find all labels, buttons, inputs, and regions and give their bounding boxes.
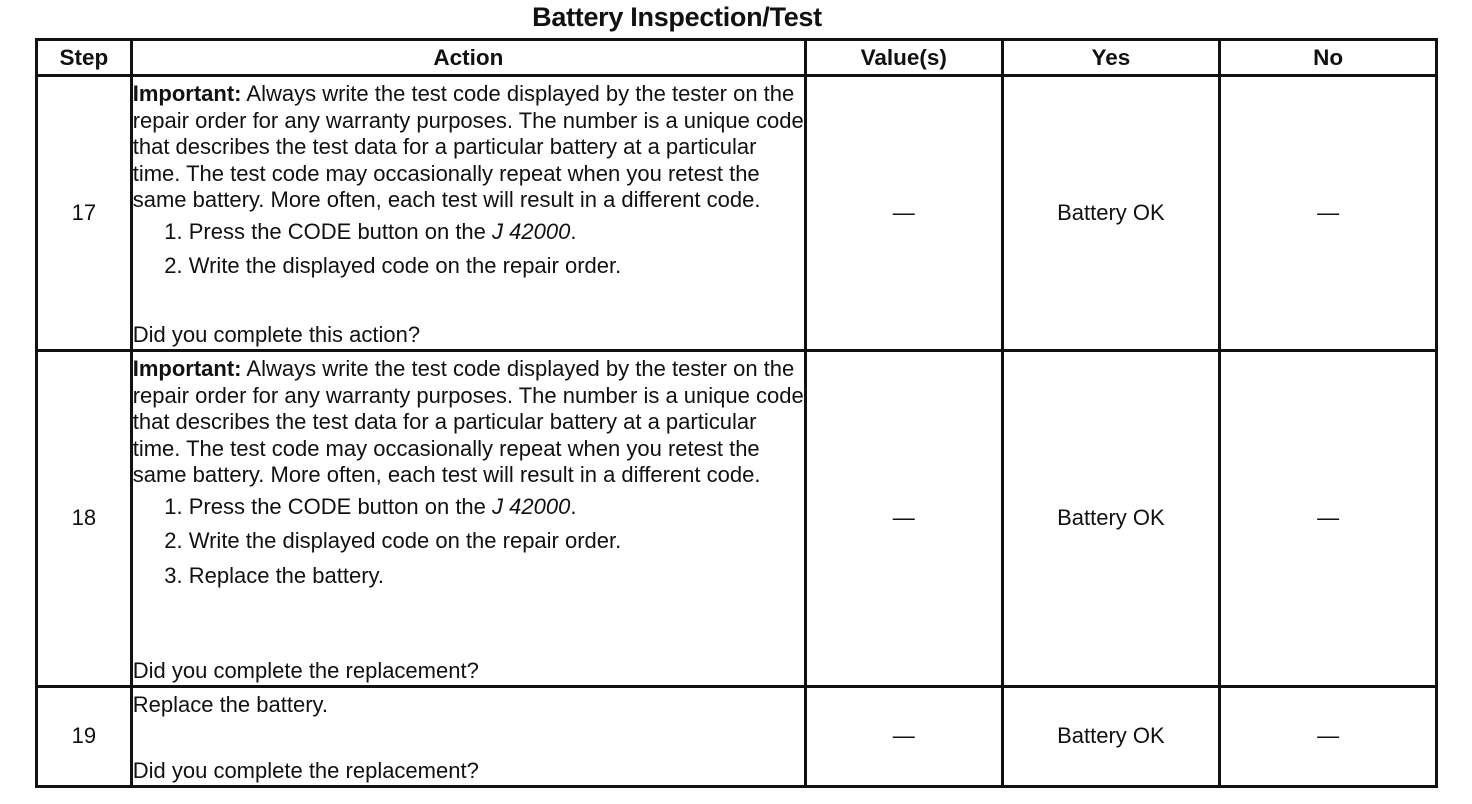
- step-text: Write the displayed code on the repair order.: [188, 253, 622, 278]
- important-text: Always write the test code displayed by the tester on the repair order for any warranty purposes. The number is a unique code that describes the test data for a particular battery at a particular time. The test code may occasionally repeat when you retest the same battery. More often, each test will result in a different code.: [132, 356, 804, 487]
- important-note: [133, 356, 804, 489]
- step-suffix: .: [570, 493, 577, 519]
- column-header-yes: Yes: [1002, 40, 1220, 76]
- action-steps: [133, 217, 804, 286]
- list-item: [189, 492, 804, 527]
- important-note: [133, 81, 804, 214]
- action-question: Did you complete the replacement?: [132, 657, 479, 683]
- action-question: Did you complete this action?: [132, 321, 421, 347]
- table-row: [37, 687, 1437, 787]
- step-text: Write the displayed code on the repair order.: [188, 528, 622, 553]
- column-header-action: Action: [131, 40, 805, 76]
- page-title: Battery Inspection/Test: [532, 2, 822, 32]
- action-cell: [131, 76, 805, 351]
- action-question: Did you complete the replacement?: [132, 757, 479, 783]
- step-text: Replace the battery.: [188, 562, 384, 588]
- list-item: [189, 217, 804, 252]
- no-result: —: [1220, 687, 1437, 787]
- procedure-table: [35, 38, 1438, 788]
- value-cell: —: [806, 76, 1003, 351]
- step-number: 17: [37, 76, 132, 351]
- no-result: —: [1220, 351, 1437, 687]
- yes-result: Battery OK: [1002, 351, 1220, 687]
- yes-result: Battery OK: [1002, 687, 1220, 787]
- tool-reference: J 42000: [492, 493, 571, 519]
- step-number: 18: [37, 351, 132, 687]
- column-header-step: Step: [37, 40, 132, 76]
- list-item: [189, 561, 804, 596]
- action-text: Replace the battery.: [132, 692, 328, 717]
- step-suffix: .: [570, 218, 577, 244]
- list-item: [189, 526, 804, 561]
- action-cell: [131, 351, 805, 687]
- value-cell: —: [806, 351, 1003, 687]
- step-text: Press the CODE button on the: [188, 493, 493, 519]
- table-row: [37, 76, 1437, 351]
- action-cell: [131, 687, 805, 787]
- important-label: Important:: [132, 356, 242, 381]
- column-header-values: Value(s): [806, 40, 1003, 76]
- important-label: Important:: [132, 81, 242, 106]
- action-steps: [133, 492, 804, 596]
- table-header-row: [37, 40, 1437, 76]
- step-number: 19: [37, 687, 132, 787]
- column-header-no: No: [1220, 40, 1437, 76]
- yes-result: Battery OK: [1002, 76, 1220, 351]
- no-result: —: [1220, 76, 1437, 351]
- value-cell: —: [806, 687, 1003, 787]
- list-item: [189, 251, 804, 286]
- important-text: Always write the test code displayed by the tester on the repair order for any warranty purposes. The number is a unique code that describes the test data for a particular battery at a particular time. The test code may occasionally repeat when you retest the same battery. More often, each test will result in a different code.: [132, 81, 804, 212]
- table-row: [37, 351, 1437, 687]
- step-text: Press the CODE button on the: [188, 218, 493, 244]
- tool-reference: J 42000: [492, 218, 571, 244]
